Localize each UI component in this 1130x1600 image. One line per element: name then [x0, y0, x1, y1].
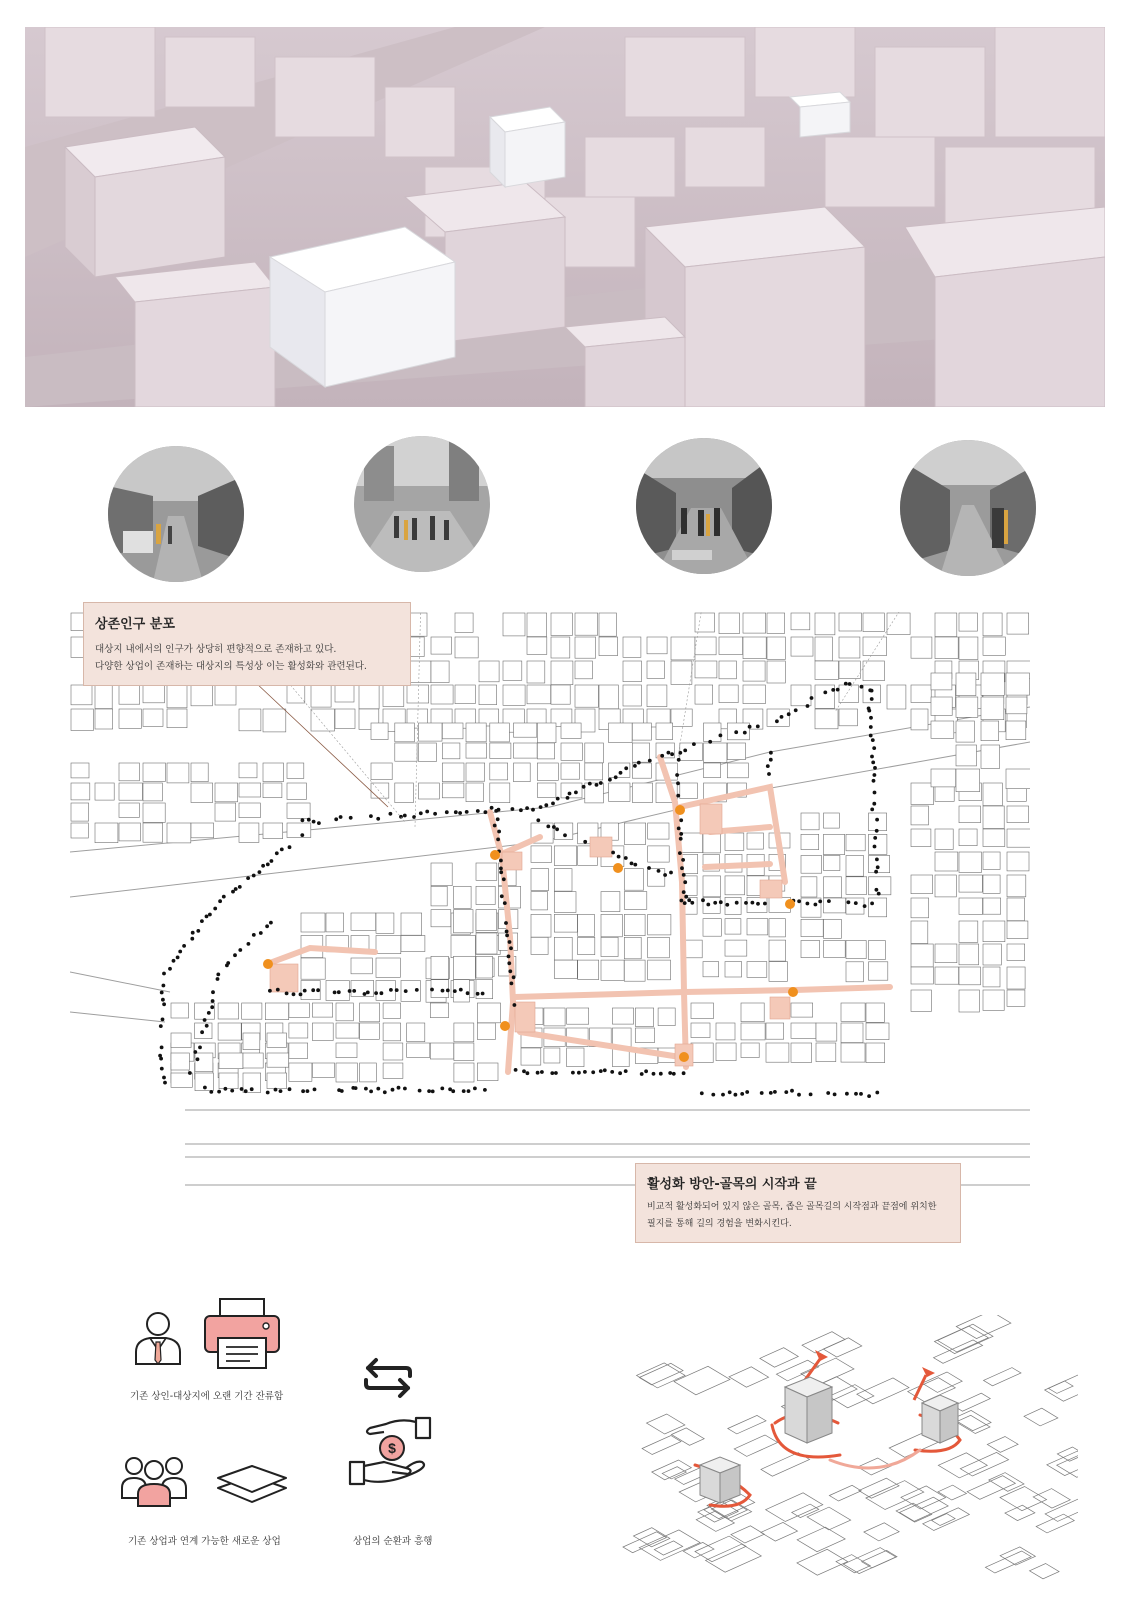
isometric-circulation-diagram — [600, 1315, 1078, 1583]
money-hands-icon — [346, 1414, 436, 1490]
legend-existing-label: 기존 상인-대상지에 오랜 기간 잔류함 — [130, 1391, 284, 1402]
population-callout — [83, 602, 411, 686]
group-people-icon — [120, 1454, 188, 1508]
activation-callout — [635, 1163, 961, 1243]
activation-callout-title: 활성화 방안-골목의 시작과 끝 — [647, 1177, 817, 1192]
population-callout-title: 상존인구 분포 — [95, 617, 175, 632]
street-photo-3 — [636, 438, 772, 574]
population-callout-line1: 대상지 내에서의 인구가 상당히 편향적으로 존재하고 있다. — [95, 644, 337, 655]
svg-text:$: $ — [388, 1440, 396, 1456]
new-volumes — [700, 1377, 958, 1503]
printer-icon — [202, 1296, 282, 1370]
street-photo-1 — [108, 446, 244, 582]
legend-new-business-label: 기존 상업과 연계 가능한 새로운 상업 — [128, 1536, 281, 1547]
layers-icon — [214, 1462, 290, 1506]
street-photo-4 — [900, 440, 1036, 576]
massing-render — [25, 27, 1105, 407]
activation-callout-line2: 필지를 통해 길의 경험을 변화시킨다. — [647, 1219, 792, 1229]
businessman-icon — [132, 1310, 184, 1366]
exchange-arrows-icon — [362, 1352, 414, 1404]
street-photo-2 — [354, 436, 490, 572]
population-callout-line2: 다양한 상업이 존재하는 대상지의 특성상 이는 활성화와 관련된다. — [95, 661, 367, 672]
legend-circulation-label: 상업의 순환과 흥행 — [353, 1536, 433, 1547]
activation-callout-line1: 비교적 활성화되어 있지 않은 골목, 좁은 골목길의 시작점과 끝점에 위치한 — [647, 1202, 937, 1212]
